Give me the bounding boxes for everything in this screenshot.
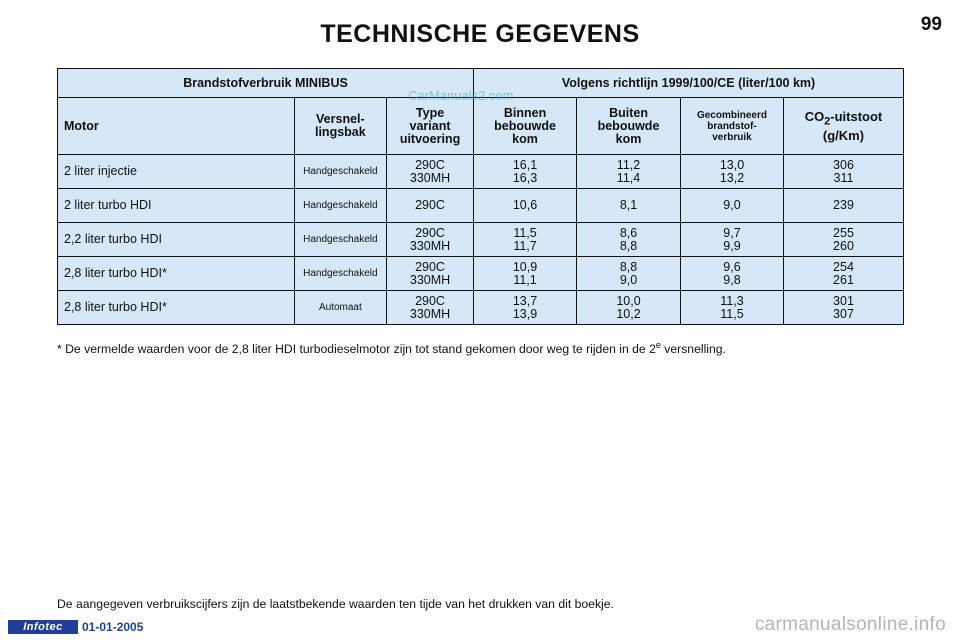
co2-subscript: 2: [824, 115, 831, 128]
table-header-left: Brandstofverbruik MINIBUS: [58, 69, 474, 98]
col-header-extra-urban: Buiten bebouwde kom: [577, 98, 681, 155]
watermark-top: CarManuals2.com: [408, 88, 514, 103]
cell-urban: 10,6: [474, 189, 577, 223]
cell-type: 290C 330MH: [387, 155, 474, 189]
footnote-superscript: e: [655, 340, 661, 350]
cell-motor: 2 liter injectie: [58, 155, 295, 189]
cell-gearbox: Handgeschakeld: [294, 189, 386, 223]
cell-combined: 13,0 13,2: [681, 155, 784, 189]
cell-type: 290C 330MH: [387, 257, 474, 291]
cell-combined: 9,7 9,9: [681, 223, 784, 257]
footnote-text: * De vermelde waarden voor de 2,8 liter HDI turbodieselmotor zijn tot stand gekomen door weg te rijden in de 2: [57, 342, 656, 357]
col-header-type: Type variant uitvoering: [387, 98, 474, 155]
co2-prefix: CO: [804, 109, 825, 125]
cell-co2: 255 260: [783, 223, 903, 257]
cell-urban: 10,9 11,1: [474, 257, 577, 291]
cell-co2: 301 307: [783, 291, 903, 325]
footer-date: 01-01-2005: [82, 620, 144, 634]
cell-co2: 239: [783, 189, 903, 223]
cell-type: 290C 330MH: [387, 223, 474, 257]
cell-gearbox: Handgeschakeld: [294, 155, 386, 189]
table-row: [58, 257, 904, 291]
cell-urban: 11,5 11,7: [474, 223, 577, 257]
cell-combined: 11,3 11,5: [681, 291, 784, 325]
page-number: 99: [920, 14, 942, 35]
cell-extra-urban: 10,0 10,2: [577, 291, 681, 325]
table-column-headers: [58, 98, 904, 155]
col-header-urban: Binnen bebouwde kom: [474, 98, 577, 155]
col-header-motor: Motor: [58, 98, 295, 155]
page-title: TECHNISCHE GEGEVENS: [320, 20, 640, 48]
cell-combined: 9,0: [681, 189, 784, 223]
cell-extra-urban: 8,1: [577, 189, 681, 223]
col-header-combined: Gecombineerd brandstof- verbruik: [681, 98, 784, 155]
table-header-right: Volgens richtlijn 1999/100/CE (liter/100 km): [474, 69, 904, 98]
cell-co2: 306 311: [783, 155, 903, 189]
cell-urban: 13,7 13,9: [474, 291, 577, 325]
cell-urban: 16,1 16,3: [474, 155, 577, 189]
table-row: [58, 155, 904, 189]
footnote-suffix: versnelling.: [660, 342, 726, 357]
cell-gearbox: Handgeschakeld: [294, 223, 386, 257]
table-row: [58, 189, 904, 223]
cell-combined: 9,6 9,8: [681, 257, 784, 291]
cell-co2: 254 261: [783, 257, 903, 291]
cell-type: 290C 330MH: [387, 291, 474, 325]
cell-gearbox: Automaat: [294, 291, 386, 325]
fuel-consumption-table: [57, 68, 904, 325]
cell-extra-urban: 8,8 9,0: [577, 257, 681, 291]
cell-extra-urban: 8,6 8,8: [577, 223, 681, 257]
infotec-logo: Infotec: [8, 620, 78, 634]
cell-motor: 2,8 liter turbo HDI*: [58, 257, 295, 291]
cell-motor: 2 liter turbo HDI: [58, 189, 295, 223]
cell-gearbox: Handgeschakeld: [294, 257, 386, 291]
watermark-bottom: carmanualsonline.info: [754, 614, 946, 635]
cell-motor: 2,8 liter turbo HDI*: [58, 291, 295, 325]
co2-suffix: -uitstoot: [830, 109, 883, 125]
cell-extra-urban: 11,2 11,4: [577, 155, 681, 189]
co2-unit: (g/Km): [822, 127, 865, 143]
bottom-note: De aangegeven verbruikscijfers zijn de laatstbekende waarden ten tijde van het drukken van dit boekje.: [57, 597, 614, 611]
col-header-gearbox: Versnel- lingsbak: [294, 98, 386, 155]
footnote: [57, 340, 726, 356]
col-header-co2: [783, 98, 903, 155]
table-row: [58, 291, 904, 325]
cell-motor: 2,2 liter turbo HDI: [58, 223, 295, 257]
cell-type: 290C: [387, 189, 474, 223]
table-row: [58, 223, 904, 257]
